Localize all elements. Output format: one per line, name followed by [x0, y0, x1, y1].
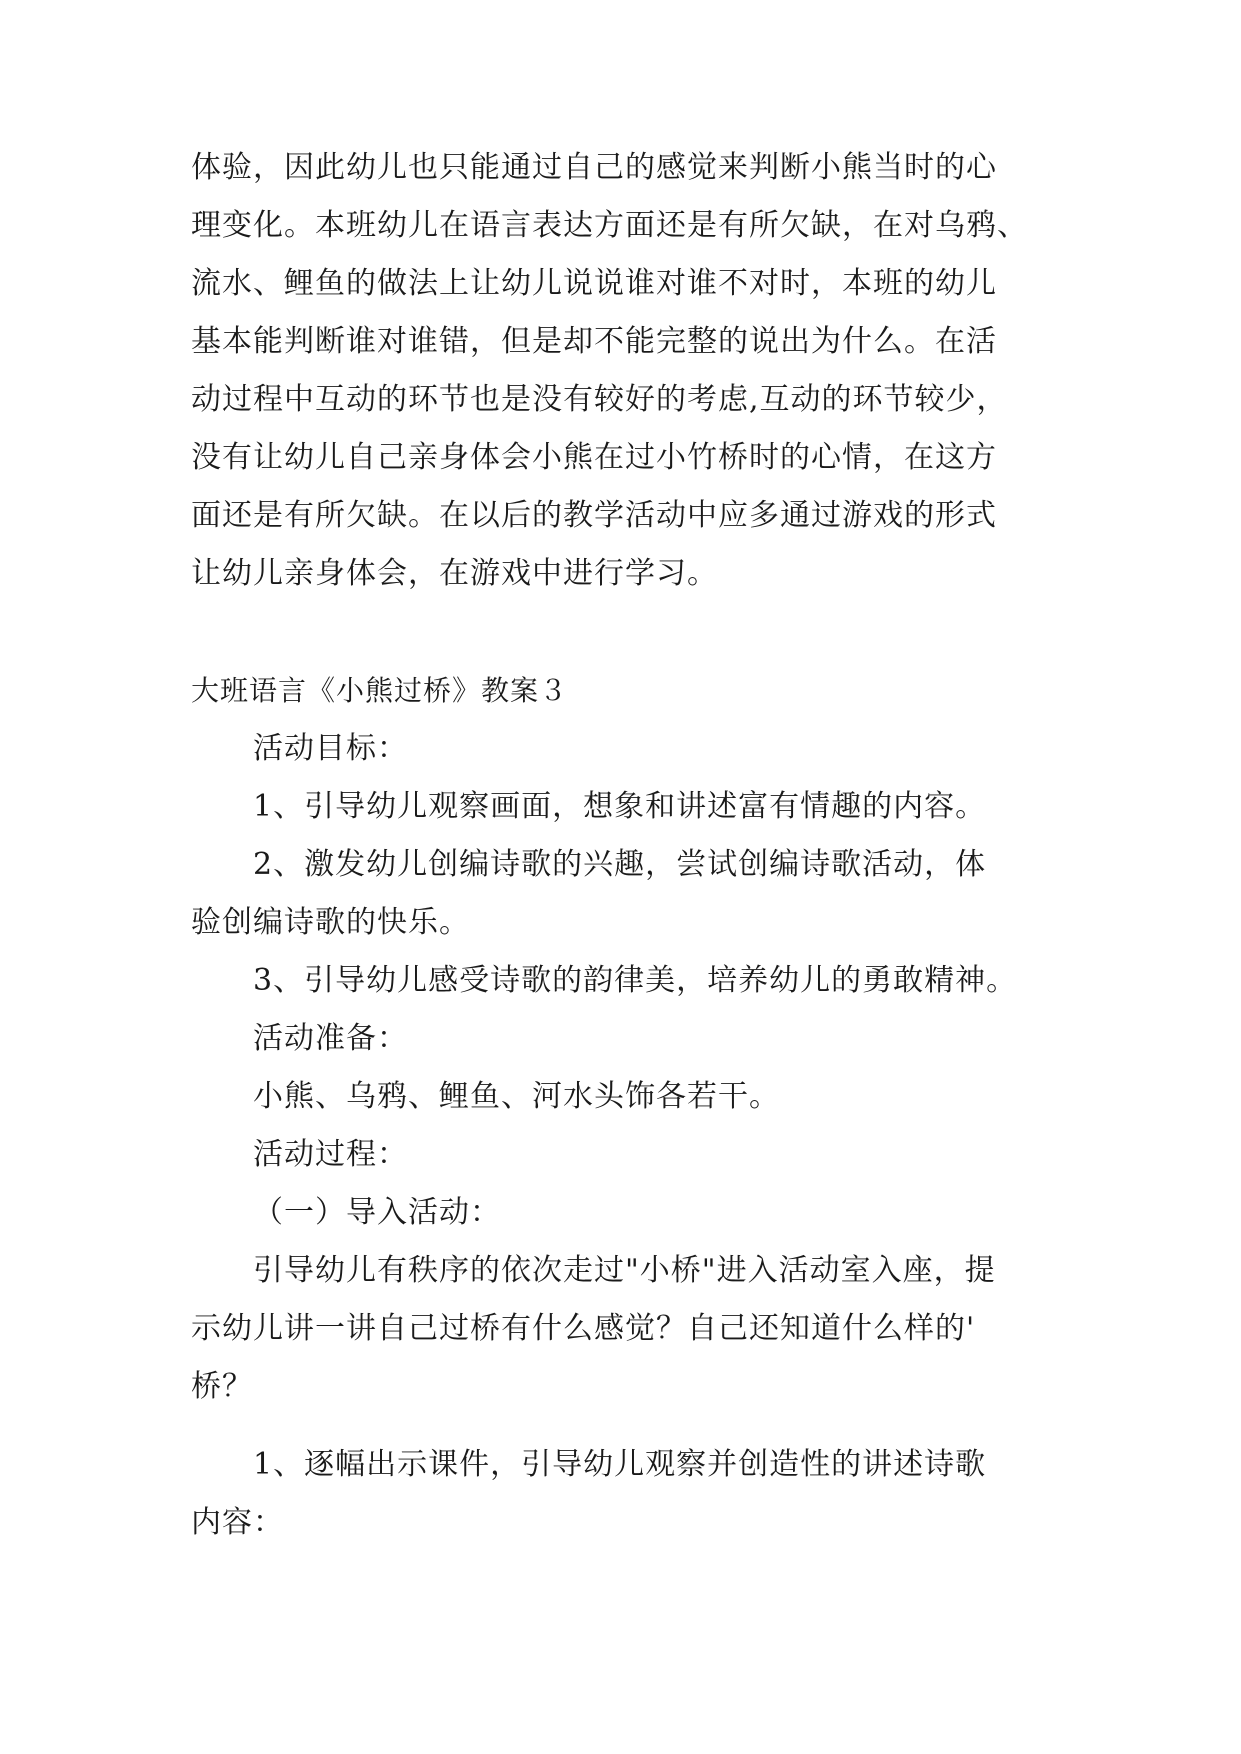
paragraph-line: 基本能判断谁对谁错，但是却不能完整的说出为什么。在活 [191, 324, 997, 359]
paragraph-line: 体验，因此幼儿也只能通过自己的感觉来判断小熊当时的心 [191, 150, 997, 185]
step-text: 内容： [191, 1505, 284, 1540]
paragraph-line: 让幼儿亲身体会，在游戏中进行学习。 [191, 556, 718, 591]
goal-item: 2、激发幼儿创编诗歌的兴趣，尝试创编诗歌活动，体 [253, 847, 987, 882]
paragraph-line: 面还是有所欠缺。在以后的教学活动中应多通过游戏的形式 [191, 498, 997, 533]
prep-heading: 活动准备： [253, 1021, 408, 1056]
goal-item: 3、引导幼儿感受诗歌的韵律美，培养幼儿的勇敢精神。 [253, 963, 1018, 998]
section-title: 大班语言《小熊过桥》教案３ [191, 674, 569, 707]
prep-text: 小熊、乌鸦、鲤鱼、河水头饰各若干。 [253, 1079, 780, 1114]
paragraph-line: 流水、鲤鱼的做法上让幼儿说说谁对谁不对时，本班的幼儿 [191, 266, 997, 301]
step-text: 示幼儿讲一讲自己过桥有什么感觉？自己还知道什么样的' [191, 1311, 976, 1346]
step-text: 引导幼儿有秩序的依次走过"小桥"进入活动室入座，提 [253, 1253, 996, 1288]
goal-item: 1、引导幼儿观察画面，想象和讲述富有情趣的内容。 [253, 789, 987, 824]
process-heading: 活动过程： [253, 1137, 408, 1172]
goal-item-continuation: 验创编诗歌的快乐。 [191, 905, 470, 940]
paragraph-line: 动过程中互动的环节也是没有较好的考虑,互动的环节较少， [191, 382, 1008, 417]
goals-heading: 活动目标： [253, 731, 408, 766]
paragraph-line: 理变化。本班幼儿在语言表达方面还是有所欠缺，在对乌鸦、 [191, 208, 1028, 243]
paragraph-line: 没有让幼儿自己亲身体会小熊在过小竹桥时的心情，在这方 [191, 440, 997, 475]
step-text: 桥？ [191, 1369, 253, 1404]
step-heading: （一）导入活动： [253, 1195, 501, 1230]
step-text: 1、逐幅出示课件，引导幼儿观察并创造性的讲述诗歌 [253, 1447, 987, 1482]
